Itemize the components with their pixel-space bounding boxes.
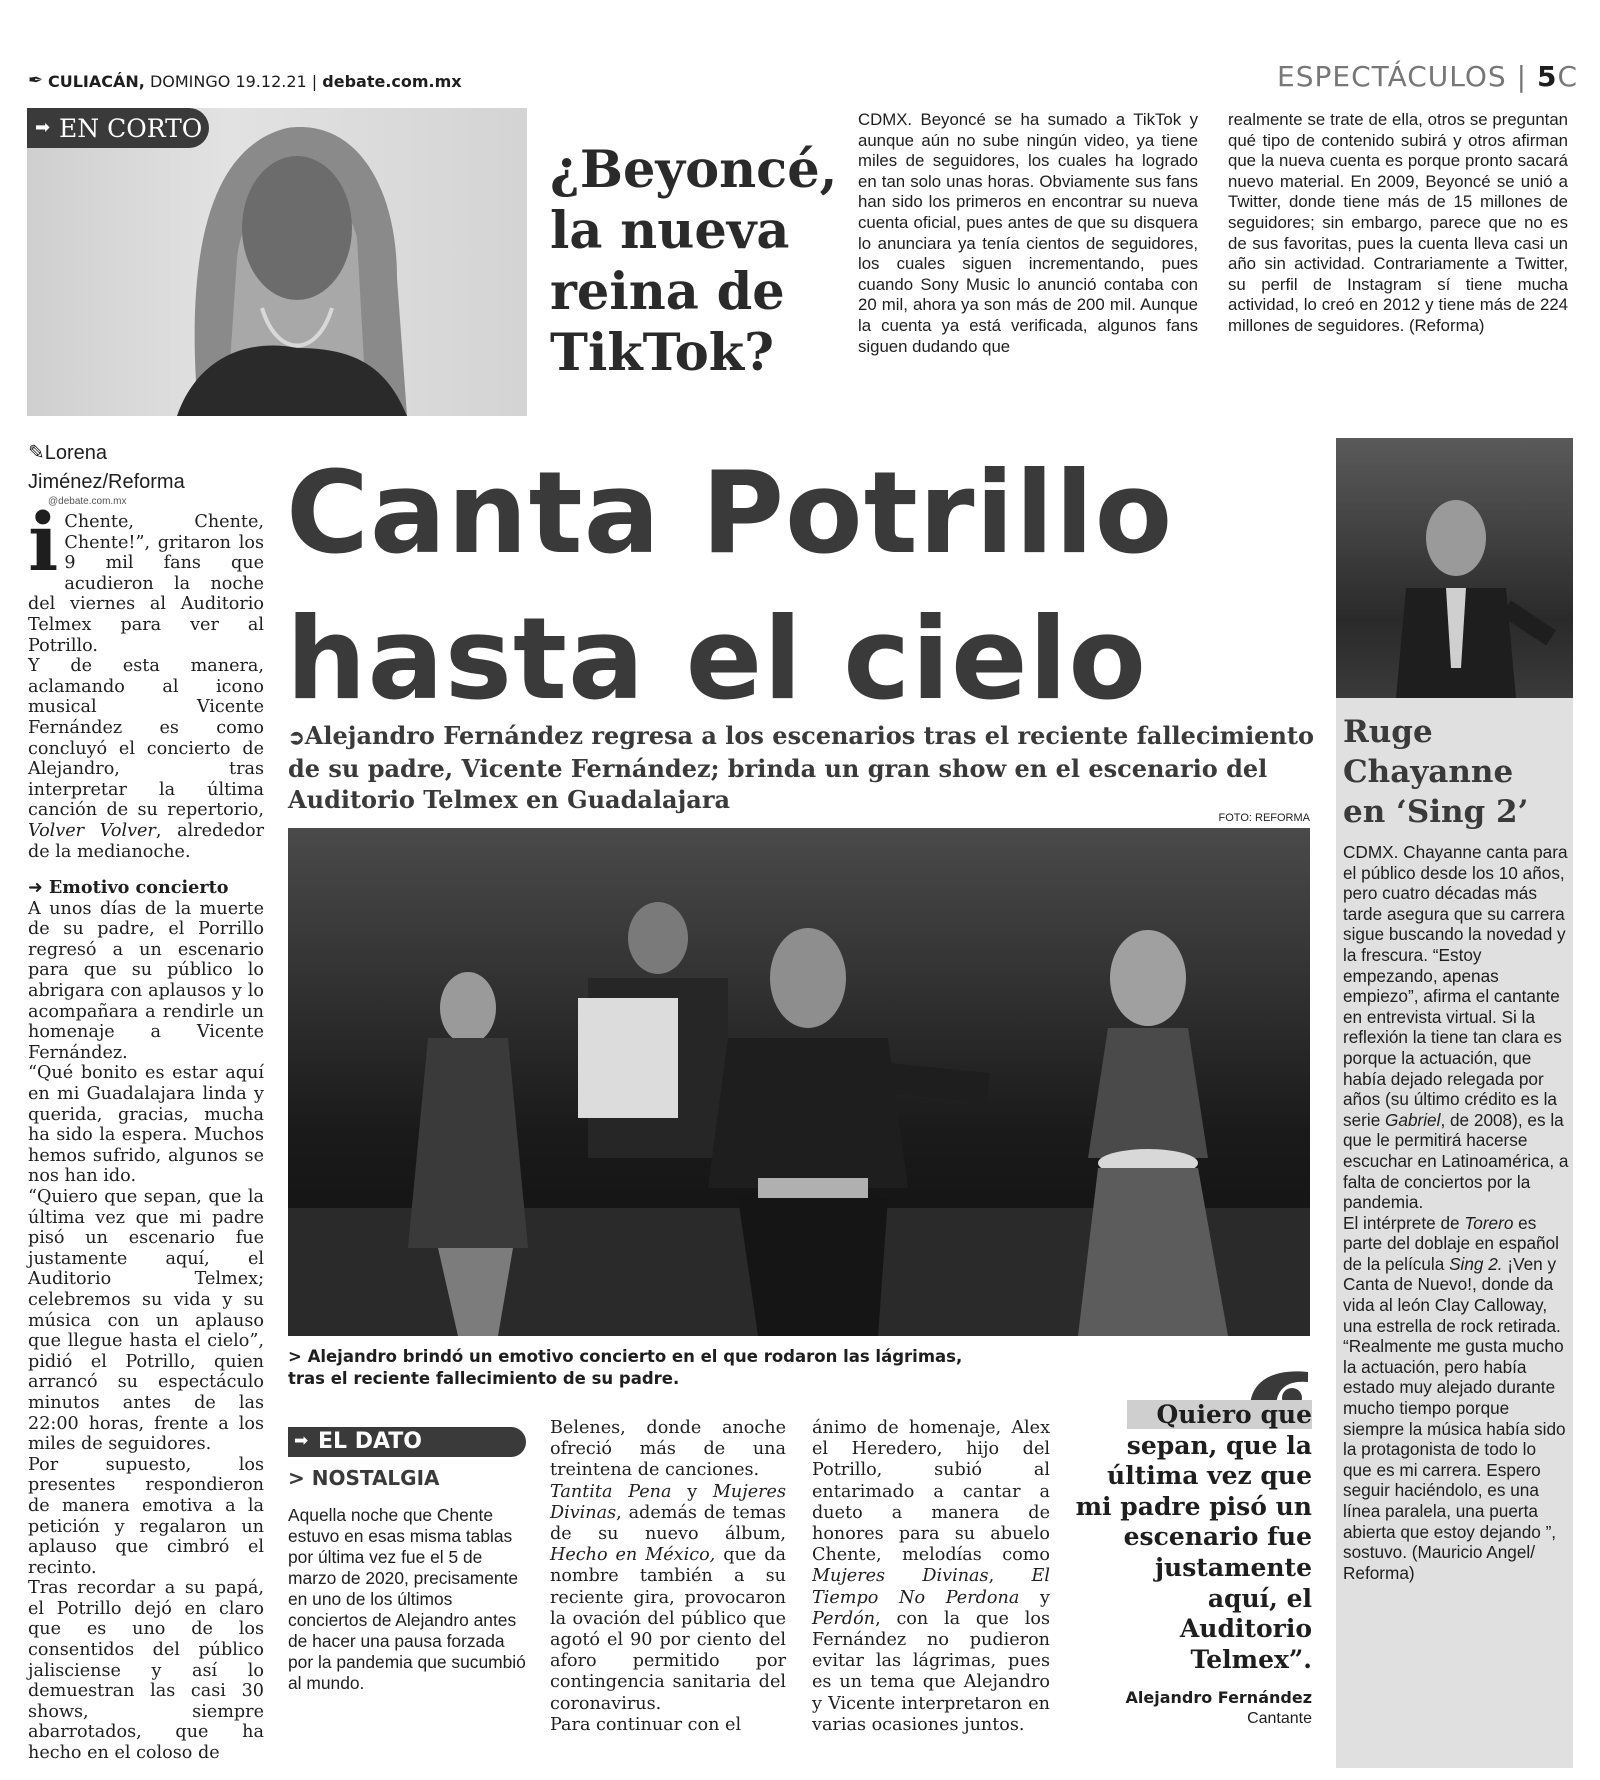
chayanne-text: CDMX. Chayanne canta para el público desde los 10 años, pero cuatro décadas más tarde asegura que su carrera sigue buscando la novedad y la frescura. “Estoy empezando, apenas empiezo”, afirma el cantante en entrevista virtual. Si la reflexión la tiene tan clara es porque la actuación, que había dejado relegada por años (su último crédito es la serie Gabriel, de 2008), es la que le permitirá hacerse escuchar en Latinoamérica, a falta de conciertos por la pandemia. El intérprete de Torero es parte del doblaje en español de la película Sing 2. ¡Ven y Canta de Nuevo!, donde da vida al león Clay Calloway, una estrella de rock retirada. “Realmente me gusta mucho la actuación, pero había estado muy alejado durante mucho tiempo porque siempre la música había sido la protagonista de todo lo que es mi carrera. Espero seguir haciéndolo, es una línea paralela, una puerta abierta que estoy dejando ”, sostuvo. (Mauricio Angel/ Reforma) — [1343, 842, 1569, 1583]
header-site: debate.com.mx — [322, 72, 462, 91]
header-section: ESPECTÁCULOS | 5C — [1277, 60, 1578, 93]
paragraph-2: Y de esta manera, aclamando al icono musical Vicente Fernández es como concluyó el concierto de Alejandro, tras interpretar la última canción de su repertorio, Volver Volver, alrededor de la medianoche. — [28, 656, 264, 862]
arrow-right-icon: ➜ — [28, 878, 43, 899]
byline-handle: @debate.com.mx — [48, 496, 127, 507]
concert-photo — [288, 828, 1310, 1336]
beyonce-text-col1: CDMX. Beyoncé se ha sumado a TikTok y aunque aún no sube ningún video, ya tiene miles de seguidores, los cuales ha logrado en tan solo unas horas. Obviamente sus fans han sido los primeros en encontrar su nueva cuenta oficial, pues antes de que su disquera lo anunciara ya tenía cientos de seguidores, los cuales siguen incrementando, pues cuando Sony Music lo anunció contaba con 20 mil, ahora ya son más de 200 mil. Aunque la cuenta ya está verificada, algunos fans siguen dudando que — [858, 110, 1198, 356]
photo-credit: FOTO: REFORMA — [1218, 812, 1310, 824]
headline-line-1: Canta Potrillo — [286, 447, 1174, 579]
el-dato-text: EL DATO — [318, 1429, 422, 1454]
page-number: 5 — [1536, 60, 1558, 93]
header-date: DOMINGO 19.12.21 — [149, 72, 307, 91]
en-corto-label — [27, 108, 209, 148]
pull-quote: Quiero que sepan, que la última vez que mi padre pisó un escenario fue justamente aquí, el Auditorio Telmex”. — [1075, 1400, 1312, 1674]
main-subheadline: ➲Alejandro Fernández regresa a los escenarios tras el reciente fallecimiento de su padre, Vicente Fernández; brinda un gran show en el escenario del Auditorio Telmex en Guadalajara — [288, 721, 1314, 814]
header-city: CULIACÁN, — [48, 72, 145, 91]
paragraph-3: A unos días de la muerte de su padre, el Porrillo regresó a un escenario para que su público lo abrigara con aplausos y lo acompañara a rendirle un homenaje a Vicente Fernández. — [28, 898, 264, 1063]
page-letter: C — [1557, 60, 1578, 93]
circle-arrow-icon: ➲ — [288, 725, 305, 749]
header-dateline: CULIACÁN, DOMINGO 19.12.21 | debate.com.mx — [48, 72, 462, 91]
byline-author-1: Lorena — [44, 442, 108, 464]
el-dato-subtitle: > NOSTALGIA — [288, 1466, 440, 1490]
page-header — [28, 60, 1578, 102]
el-dato-label — [288, 1427, 526, 1457]
paragraph-5: “Quiero que sepan, que la última vez que mi padre pisó un escenario fue justamente aquí, el Auditorio Telmex; celebremos su vida y su música con un aplauso que llegue hasta el cielo”, pidió el Potrillo, quien arrancó su espectáculo minutos antes de las 22:00 horas, frente a los miles de seguidores. — [28, 1187, 264, 1455]
quote-author-role: Cantante — [1247, 1710, 1312, 1727]
byline-author-2: Jiménez/Reforma — [28, 471, 185, 493]
article-column-3: Belenes, donde anoche ofreció más de una treintena de canciones. Tantita Pena y Mujeres Divinas, además de temas de su nuevo álbum, Hecho en México, que da nombre también a su reciente gira, provocaron la ovación del público que agotó el 90 por ciento del aforo permitido por contingencia sanitaria del coronavirus. Para continuar con el — [550, 1418, 786, 1735]
beyonce-photo — [27, 108, 527, 416]
arrow-right-icon: ➡ — [294, 1431, 309, 1451]
paragraph-6: Por supuesto, los presentes respondieron de manera emotiva a la petición y regalaron un aplauso que cimbró el recinto. — [28, 1454, 264, 1578]
arrow-right-icon: ➡ — [35, 117, 51, 138]
feather-icon: ✒ — [28, 70, 44, 91]
pen-icon: ✎ — [28, 442, 45, 464]
headline-line-2: hasta el cielo — [286, 593, 1148, 725]
quote-author: Alejandro Fernández — [1125, 1688, 1312, 1707]
photo-caption: > Alejandro brindó un emotivo concierto en el que rodaron las lágrimas, tras el reciente fallecimiento de su padre. — [288, 1347, 963, 1388]
byline — [28, 438, 278, 507]
lead-paragraph: Chente, Chente, Chente!”, gritaron los 9 mil fans que acudieron la noche del viernes al Auditorio Telmex para ver al Potrillo. — [28, 512, 264, 656]
beyonce-text-col2: realmente se trate de ella, otros se preguntan qué tipo de contenido subirá y otros afirman que la nueva cuenta es porque pronto sacará nuevo material. En 2009, Beyoncé se unió a Twitter, donde tiene más de 15 millones de seguidores; sin embargo, parece que no es de sus favoritas, pues la cuenta lleva casi un año sin actividad. Contrariamente a Twitter, su perfil de Instagram sí tiene mucha actividad, lo creó en 2012 y tiene más de 224 millones de seguidores. (Reforma) — [1228, 110, 1568, 335]
el-dato-text-body: Aquella noche que Chente estuvo en esas misma tablas por última vez fue el 5 de marzo de 2020, precisamente en uno de los últimos conciertos de Alejandro antes de hacer una pausa forzada por la pandemia que sucumbió al mundo. — [288, 1505, 526, 1693]
main-headline — [286, 440, 1326, 732]
section-title-emotivo: ➜ Emotivo concierto — [28, 877, 229, 899]
article-column-4: ánimo de homenaje, Alex el Heredero, hijo del Potrillo, subió al entarimado a cantar a dueto a manera de honores para su abuelo Chente, melodías como Mujeres Divinas, El Tiempo No Perdona y Perdón, con la que los Fernández no pudieron evitar las lágrimas, pues es un tema que Alejandro y Vicente interpretaron en varias ocasiones juntos. — [812, 1418, 1051, 1735]
section-name: ESPECTÁCULOS — [1277, 60, 1507, 93]
paragraph-4: “Qué bonito es estar aquí en mi Guadalajara linda y querida, gracias, mucha ha sido la espera. Muchos hemos sufrido, algunos se nos han ido. — [28, 1063, 264, 1187]
drop-cap: i — [28, 495, 59, 589]
en-corto-text: EN CORTO — [59, 114, 203, 143]
chayanne-photo — [1336, 438, 1573, 698]
paragraph-7: Tras recordar a su papá, el Potrillo dejó en claro que es uno de los consentidos del público jalisciense y así lo demuestran las casi 30 shows, siempre abarrotados, que ha hecho en el coloso de — [28, 1578, 264, 1764]
chayanne-headline: Ruge Chayanne en ‘Sing 2’ — [1343, 714, 1529, 830]
beyonce-headline: ¿Beyoncé, la nueva reina de TikTok? — [550, 140, 838, 383]
